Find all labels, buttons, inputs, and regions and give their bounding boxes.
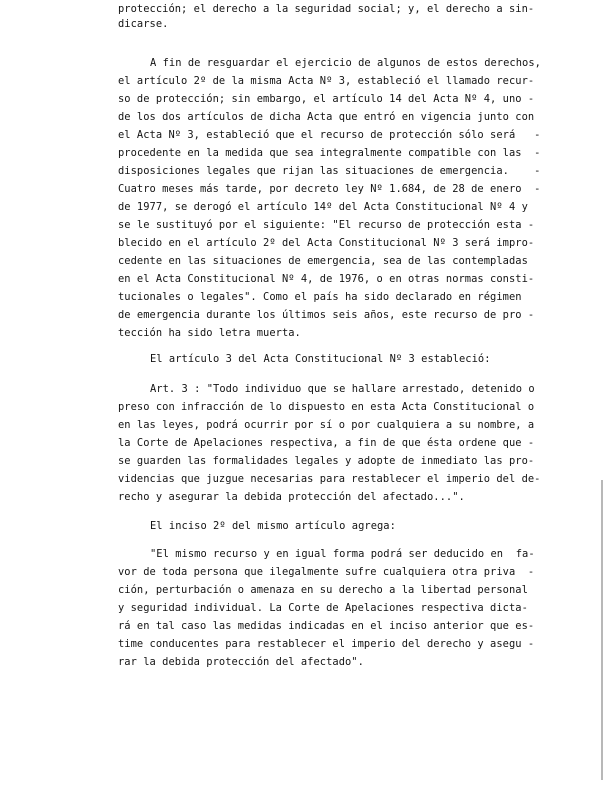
text-line: protección; el derecho a la seguridad social; y, el derecho a sin- (118, 3, 535, 15)
text-line: el Acta Nº 3, estableció que el recurso de protección sólo será - (118, 129, 541, 141)
text-line: de emergencia durante los últimos seis años, este recurso de pro - (118, 309, 535, 321)
text-line: so de protección; sin embargo, el artículo 14 del Acta Nº 4, uno - (118, 93, 535, 105)
text-line: rá en tal caso las medidas indicadas en el inciso anterior que es- (118, 620, 535, 632)
text-line: El inciso 2º del mismo artículo agrega: (150, 520, 396, 532)
scan-edge-mark (601, 480, 603, 780)
text-line: en el Acta Constitucional Nº 4, de 1976, o en otras normas consti- (118, 273, 535, 285)
text-line: el artículo 2º de la misma Acta Nº 3, estableció el llamado recur- (118, 75, 535, 87)
text-line: disposiciones legales que rijan las situaciones de emergencia. - (118, 165, 541, 177)
text-line: tucionales o legales". Como el país ha sido declarado en régimen (118, 291, 522, 303)
text-line: ción, perturbación o amenaza en su derecho a la libertad personal (118, 584, 528, 596)
text-line: vor de toda persona que ilegalmente sufre cualquiera otra priva - (118, 566, 535, 578)
text-line: se guarden las formalidades legales y adopte de inmediato las pro- (118, 455, 535, 467)
text-line: procedente en la medida que sea integralmente compatible con las - (118, 147, 541, 159)
text-line: Art. 3 : "Todo individuo que se hallare arrestado, detenido o (150, 383, 535, 395)
text-line: y seguridad individual. La Corte de Apelaciones respectiva dicta- (118, 602, 528, 614)
text-line: preso con infracción de lo dispuesto en esta Acta Constitucional o (118, 401, 535, 413)
text-line: "El mismo recurso y en igual forma podrá ser deducido en fa- (150, 548, 535, 560)
text-line: rar la debida protección del afectado". (118, 656, 364, 668)
text-line: en las leyes, podrá ocurrir por sí o por cualquiera a su nombre, a (118, 419, 535, 431)
text-line: dicarse. (118, 18, 169, 30)
text-line: blecido en el artículo 2º del Acta Constitucional Nº 3 será impro- (118, 237, 535, 249)
text-line: Cuatro meses más tarde, por decreto ley Nº 1.684, de 28 de enero - (118, 183, 541, 195)
text-line: time conducentes para restablecer el imperio del derecho y asegu - (118, 638, 535, 650)
text-line: recho y asegurar la debida protección del afectado...". (118, 491, 465, 503)
text-line: se le sustituyó por el siguiente: "El recurso de protección esta - (118, 219, 535, 231)
text-line: de los dos artículos de dicha Acta que entró en vigencia junto con (118, 111, 535, 123)
text-line: A fin de resguardar el ejercicio de algunos de estos derechos, (150, 57, 541, 69)
text-line: tección ha sido letra muerta. (118, 327, 301, 339)
text-line: videncias que juzgue necesarias para restablecer el imperio del de- (118, 473, 541, 485)
text-line: la Corte de Apelaciones respectiva, a fin de que ésta ordene que - (118, 437, 535, 449)
text-line: El artículo 3 del Acta Constitucional Nº 3 estableció: (150, 353, 491, 365)
text-line: cedente en las situaciones de emergencia, sea de las contempladas (118, 255, 528, 267)
text-line: de 1977, se derogó el artículo 14º del Acta Constitucional Nº 4 y (118, 201, 528, 213)
